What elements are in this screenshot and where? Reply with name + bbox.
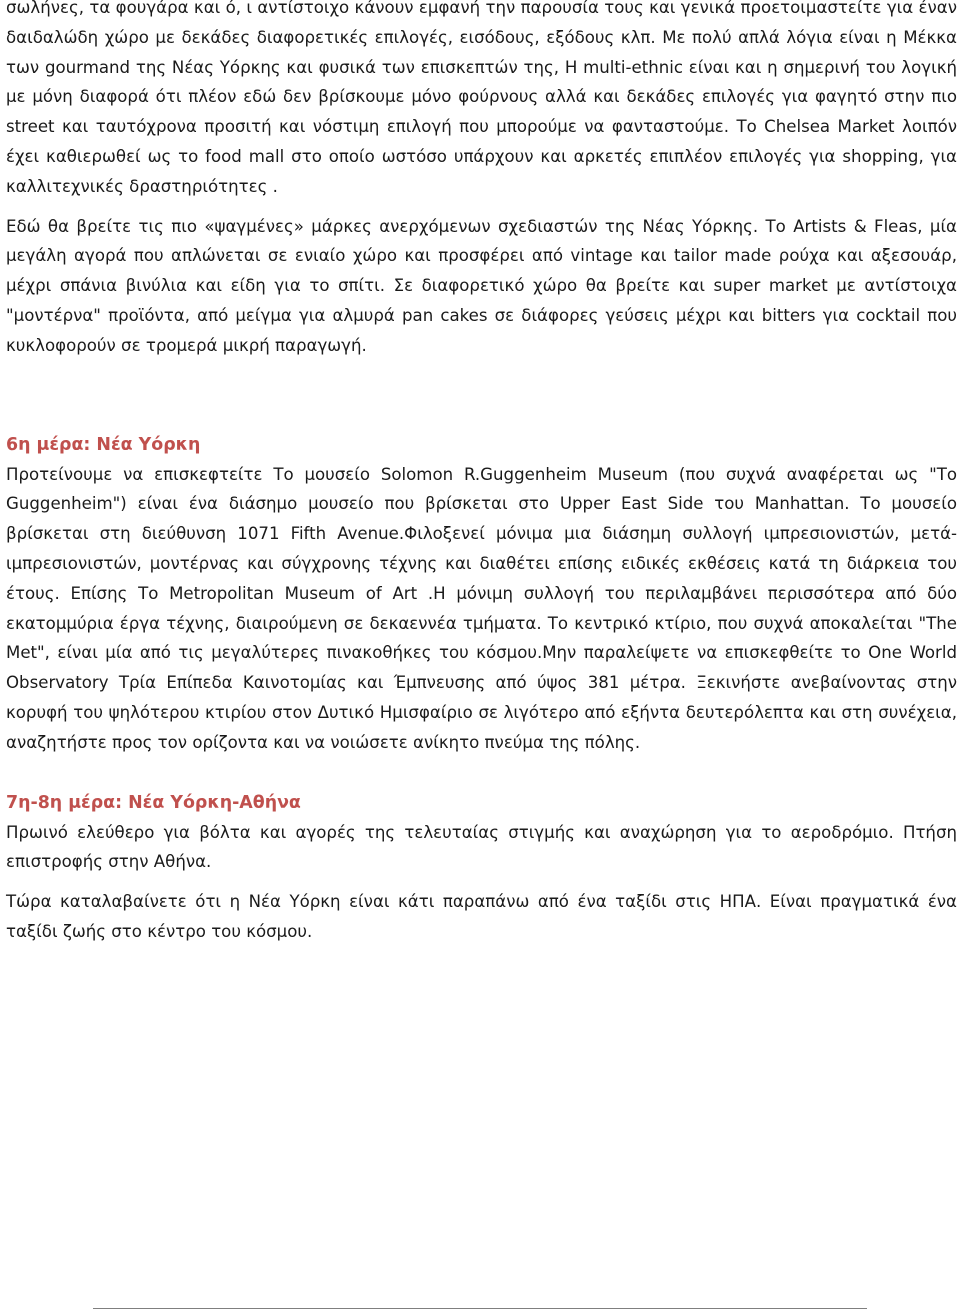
spacer	[6, 758, 957, 788]
closing-paragraph: Τώρα καταλαβαίνετε ότι η Νέα Υόρκη είναι κάτι παραπάνω από ένα ταξίδι στις ΗΠΑ. Είναι πραγματικά ένα ταξίδι ζωής στο κέντρο του κόσμου.	[6, 892, 957, 941]
spacer	[6, 202, 957, 212]
day-7-8-heading: 7η-8η μέρα: Νέα Υόρκη-Αθήνα	[6, 792, 301, 813]
day-6-text: Προτείνουμε να επισκεφτείτε Το μουσείο Solomon R.Guggenheim Museum (που συχνά αναφέρεται ως "Το Guggenheim") είναι ένα διάσημο μουσείο που βρίσκεται στο Upper East Side του Manhattan. Το μουσείο βρίσκεται στη διεύθυνση 1071 Fifth Avenue.Φιλοξενεί μόνιμα μια διάσημη συλλογή ιμπρεσιονιστών, μετά-ιμπρεσιονιστών, μοντέρνας και σύγχρονης τέχνης και διαθέτει επίσης ειδικές εκθέσεις κατά τη διάρκεια του έτους. Επίσης Το Metropolitan Museum of Art .Η μόνιμη συλλογή του περιλαμβάνει περισσότερα από δύο εκατομμύρια έργα τέχνης, διαιρούμενη σε δεκαεννέα τμήματα. Το κεντρικό κτίριο, που συχνά αποκαλείται "The Met", είναι μία από τις μεγαλύτερες πινακοθήκες του κόσμου.Μην παραλείψετε να επισκεφθείτε το One World Observatory Τρία Επίπεδα Καινοτομίας και Έμπνευσης από ύψος 381 μέτρα. Ξεκινήστε ανεβαίνοντας στην κορυφή του ψηλότερου κτιρίου στον Δυτικό Ημισφαίριο σε λιγότερο από εξήντα δευτερόλεπτα και στη συνέχεια, αναζητήστε προς τον ορίζοντα και να νοιώσετε ανίκητο πνεύμα της πόλης.	[6, 464, 957, 752]
paragraph-artists-fleas: Εδώ θα βρείτε τις πιο «ψαγμένες» μάρκες ανερχόμενων σχεδιαστών της Νέας Υόρκης. Το Artists & Fleas, μία μεγάλη αγορά που απλώνεται σε ενιαίο χώρο και προσφέρει από vintage και tailor made ρούχα και αξεσουάρ, μέχρι σπάνια βινύλια και είδη για το σπίτι. Σε διαφορετικό χώρο θα βρείτε και super market με αντίστοιχα "μοντέρνα" προϊόντα, από μείγμα για αλμυρά pan cakes σε διάφορες γεύσεις μέχρι και bitters για cocktail που κυκλοφορούν σε τρομερά μικρή παραγωγή.	[6, 216, 957, 355]
paragraph-chelsea-market: σωλήνες, τα φουγάρα και ό, ι αντίστοιχο κάνουν εμφανή την παρουσία τους και γενικά προετοιμαστείτε για έναν δαιδαλώδη χώρο με δεκάδες διαφορετικές επιλογές, εισόδους, εξόδους κλπ. Με πολύ απλά λόγια είναι η Μέκκα των gourmand της Νέας Υόρκης και φυσικά των επισκεπτών της, Η multi-ethnic είναι και η σημερινή του λογική με μόνη διαφορά ότι πλέον εδώ δεν βρίσκουμε μόνο φούρνους αλλά και δεκάδες επιλογές για φαγητό στην πιο street και ταυτόχρονα προσιτή και νόστιμη επιλογή που μπορούμε να φανταστούμε. Το Chelsea Market λοιπόν έχει καθιερωθεί ως το food mall στο οποίο ωστόσο υπάρχουν και αρκετές επιπλέον επιλογές για shopping, για καλλιτεχνικές δραστηριότητες .	[6, 0, 957, 196]
footer-divider	[93, 1308, 867, 1309]
spacer	[6, 361, 957, 430]
day-7-8-text: Πρωινό ελεύθερο για βόλτα και αγορές της τελευταίας στιγμής και αναχώρηση για το αεροδρόμιο. Πτήση επιστροφής στην Αθήνα.	[6, 822, 957, 872]
document-page	[6, 0, 957, 947]
spacer	[6, 877, 957, 887]
day-6-heading: 6η μέρα: Νέα Υόρκη	[6, 434, 201, 455]
